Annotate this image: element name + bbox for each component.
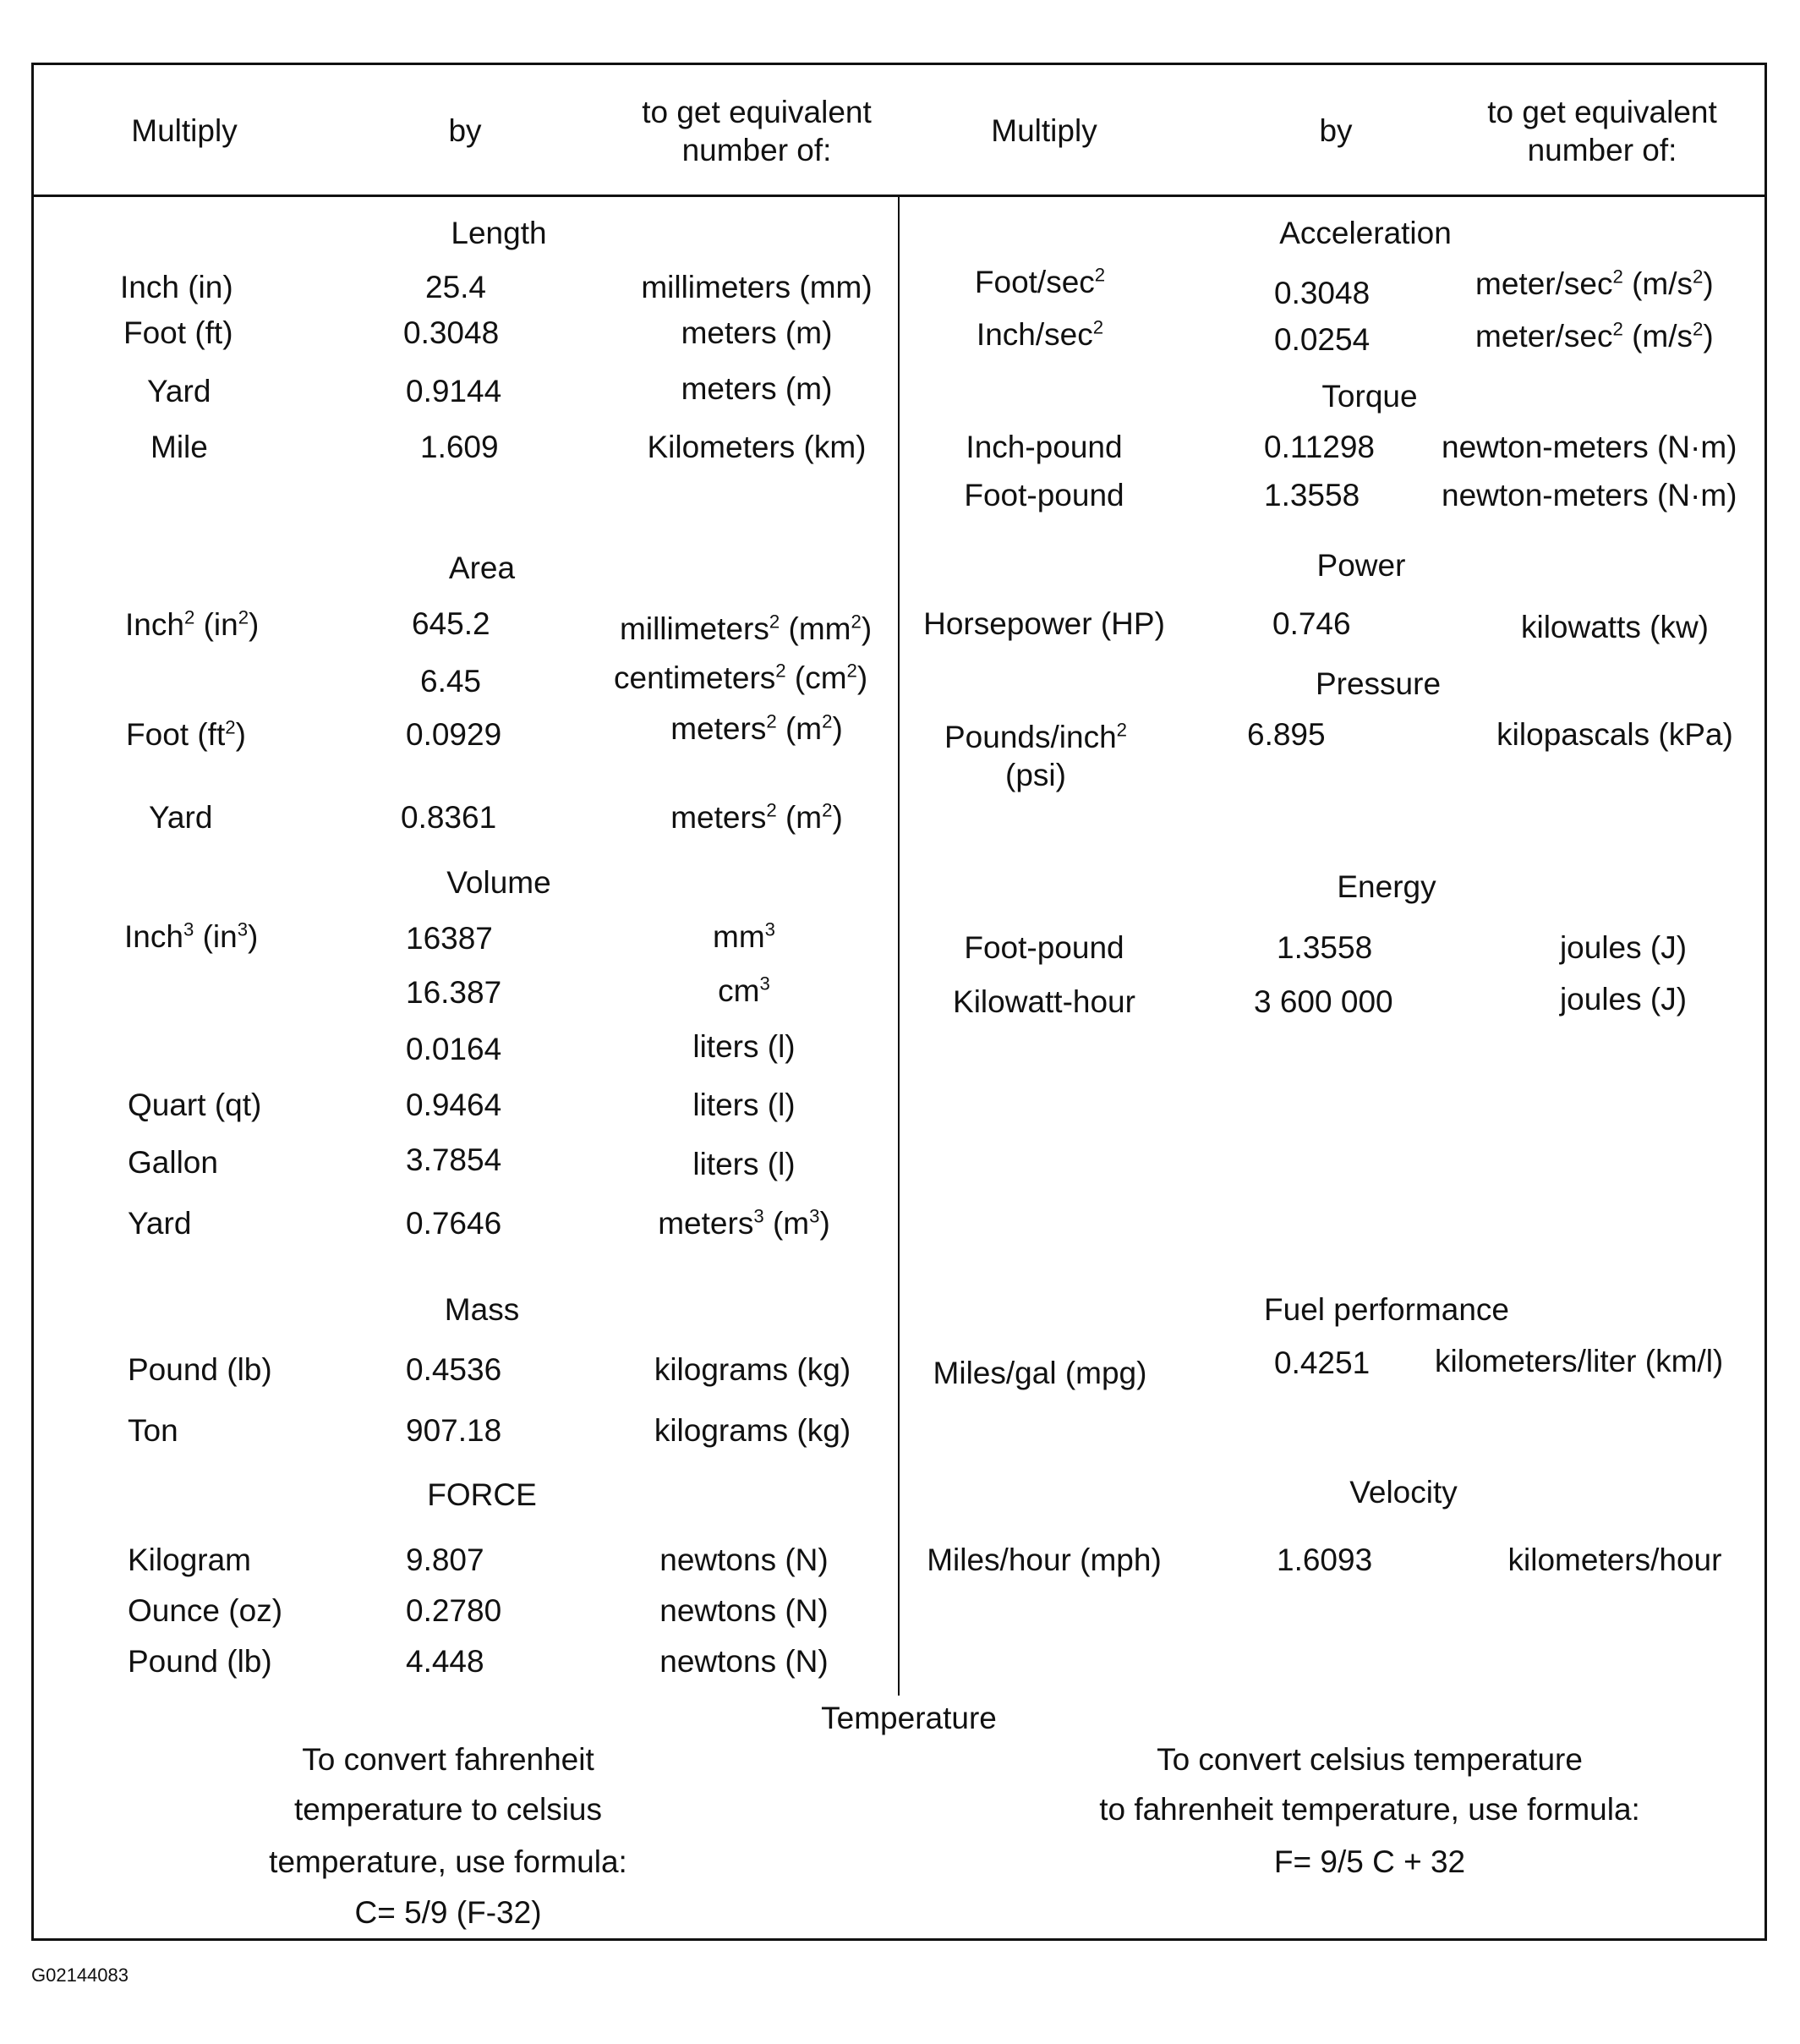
row-by: 0.2780 <box>406 1593 502 1628</box>
row-equiv: kilograms (kg) <box>654 1352 851 1387</box>
section-title-volume: Volume <box>446 865 551 900</box>
row-equiv: centimeters$^2$ $(cm^2)$ <box>614 660 868 695</box>
row-by: 0.11298 <box>1264 430 1375 464</box>
row-equiv: liters (l) <box>692 1147 796 1181</box>
row-multiply: Miles/gal (mpg) <box>933 1356 1147 1390</box>
c-to-f-line-2: to fahrenheit temperature, use formula: <box>1099 1792 1640 1827</box>
row-multiply: Miles/hour (mph) <box>927 1543 1162 1577</box>
row-by: 0.0929 <box>406 717 502 752</box>
row-multiply: Foot/$\sec^2$ <box>974 264 1106 299</box>
row-equiv: kilograms (kg) <box>654 1413 851 1448</box>
header-equiv-left: to get equivalent number of: <box>642 95 872 167</box>
row-multiply: Inch/$\sec^2$ <box>976 316 1104 352</box>
row-equiv: newton-meters (N·m) <box>1442 430 1737 464</box>
header-multiply-left: Multiply <box>131 113 238 148</box>
row-equiv: liters (l) <box>692 1088 796 1122</box>
section-title-velocity: Velocity <box>1349 1475 1458 1510</box>
row-multiply: Kilogram <box>128 1543 251 1577</box>
header-by-left: by <box>448 113 482 148</box>
row-by: 25.4 <box>425 270 487 304</box>
row-equiv: meters$^2$ $(m^2)$ <box>670 710 843 746</box>
row-equiv: meters (m) <box>681 371 833 406</box>
section-title-fuel-performance: Fuel performance <box>1264 1292 1509 1327</box>
row-equiv: joules (J) <box>1559 982 1688 1017</box>
row-by: 16387 <box>406 921 493 956</box>
row-by: 645.2 <box>412 606 490 641</box>
row-equiv: newtons (N) <box>659 1644 829 1679</box>
header-equiv-right: to get equivalent number of: <box>1487 95 1717 167</box>
row-multiply: Pound (lb) <box>128 1352 272 1387</box>
row-equiv: meter/$\sec^2$ $(m/s^2)$ <box>1475 266 1714 301</box>
row-equiv: $cm^3$ <box>718 973 770 1008</box>
row-equiv: $mm^3$ <box>713 918 775 954</box>
row-equiv: liters (l) <box>692 1029 796 1064</box>
row-multiply: Gallon <box>128 1145 218 1180</box>
row-by: 1.3558 <box>1277 930 1373 965</box>
row-by: 0.746 <box>1272 606 1351 641</box>
section-title-pressure: Pressure <box>1315 666 1442 701</box>
row-multiply: Quart (qt) <box>128 1088 262 1122</box>
row-by: 6.895 <box>1247 717 1326 752</box>
row-equiv: newtons (N) <box>659 1593 829 1628</box>
row-by: 16.387 <box>406 975 502 1010</box>
row-equiv: newton-meters (N·m) <box>1442 478 1737 512</box>
row-by: 1.609 <box>420 430 499 464</box>
row-equiv: kilowatts (kw) <box>1520 610 1710 644</box>
row-equiv: joules (J) <box>1559 930 1688 965</box>
row-by: 9.807 <box>406 1543 484 1577</box>
row-by: 3.7854 <box>406 1143 502 1177</box>
row-equiv: meters$^3$ $(m^3)$ <box>658 1205 830 1241</box>
row-by: 6.45 <box>420 664 482 699</box>
row-equiv: Kilometers (km) <box>647 430 867 464</box>
row-equiv: millimeters$^2$ $(mm^2)$ <box>620 611 873 646</box>
row-by: 1.3558 <box>1264 478 1360 512</box>
row-multiply: Foot $(ft^2)$ <box>126 716 246 752</box>
row-by: 3 600 000 <box>1254 984 1393 1019</box>
row-equiv: meters$^2$ $(m^2)$ <box>670 799 843 835</box>
row-multiply: Mile <box>150 430 208 464</box>
section-title-force: FORCE <box>427 1477 537 1512</box>
c-to-f-formula: F= 9/5 C + 32 <box>1273 1844 1466 1879</box>
section-title-area: Area <box>448 551 516 585</box>
row-by: 1.6093 <box>1277 1543 1373 1577</box>
row-multiply: Pound (lb) <box>128 1644 272 1679</box>
row-multiply: Inch (in) <box>120 270 233 304</box>
row-equiv: meter/$\sec^2$ $(m/s^2)$ <box>1475 318 1714 353</box>
section-title-energy: Energy <box>1337 869 1436 904</box>
section-title-temperature: Temperature <box>821 1701 997 1735</box>
section-title-mass: Mass <box>444 1292 520 1327</box>
row-by: 0.9464 <box>406 1088 502 1122</box>
c-to-f-line-1: To convert celsius temperature <box>1157 1742 1583 1777</box>
figure-id: G02144083 <box>31 1965 129 1986</box>
f-to-c-line-2: temperature to celsius <box>293 1792 602 1827</box>
row-by: 0.4251 <box>1274 1345 1371 1380</box>
row-equiv: kilopascals (kPa) <box>1496 717 1733 752</box>
row-multiply: Inch$^2$ $(in^2)$ <box>125 606 260 642</box>
row-multiply: Yard <box>147 374 211 408</box>
row-equiv: kilometers/liter (km/l) <box>1435 1344 1724 1378</box>
row-by: 0.9144 <box>406 374 502 408</box>
section-title-length: Length <box>451 216 547 250</box>
f-to-c-formula: C= 5/9 (F-32) <box>354 1895 542 1930</box>
row-by: 0.0164 <box>406 1032 502 1066</box>
row-multiply: Foot-pound <box>964 478 1124 512</box>
row-by: 0.3048 <box>403 315 500 350</box>
f-to-c-line-1: To convert fahrenheit <box>302 1742 594 1777</box>
row-multiply: Ton <box>128 1413 178 1448</box>
section-title-power: Power <box>1316 548 1406 583</box>
row-multiply: Yard <box>149 800 213 835</box>
header-multiply-right: Multiply <box>991 113 1097 148</box>
row-multiply: Ounce (oz) <box>128 1593 283 1628</box>
section-title-acceleration: Acceleration <box>1279 216 1452 250</box>
row-equiv: meters (m) <box>681 315 833 350</box>
row-multiply: Foot-pound <box>964 930 1124 965</box>
row-multiply: Yard <box>128 1206 192 1241</box>
row-by: 907.18 <box>406 1413 502 1448</box>
row-by: 0.7646 <box>406 1206 502 1241</box>
row-multiply: Inch$^3$ $(in^3)$ <box>124 918 259 954</box>
row-multiply: Kilowatt-hour <box>953 984 1135 1019</box>
row-by: 0.4536 <box>406 1352 502 1387</box>
row-by: 0.0254 <box>1274 322 1371 357</box>
f-to-c-line-3: temperature, use formula: <box>269 1844 627 1879</box>
row-equiv: millimeters (mm) <box>641 270 873 304</box>
row-by: 0.3048 <box>1274 276 1371 310</box>
row-equiv: kilometers/hour <box>1507 1543 1722 1577</box>
row-multiply: Inch-pound <box>966 430 1123 464</box>
row-multiply: Foot (ft) <box>123 315 233 350</box>
header-by-right: by <box>1319 113 1353 148</box>
row-multiply: Horsepower (HP) <box>923 606 1165 641</box>
section-title-torque: Torque <box>1321 379 1418 414</box>
row-equiv: newtons (N) <box>659 1543 829 1577</box>
row-by: 0.8361 <box>401 800 497 835</box>
column-divider <box>898 197 900 1696</box>
row-by: 4.448 <box>406 1644 484 1679</box>
row-multiply: Pounds/inch$^2$ (psi) <box>944 719 1127 792</box>
